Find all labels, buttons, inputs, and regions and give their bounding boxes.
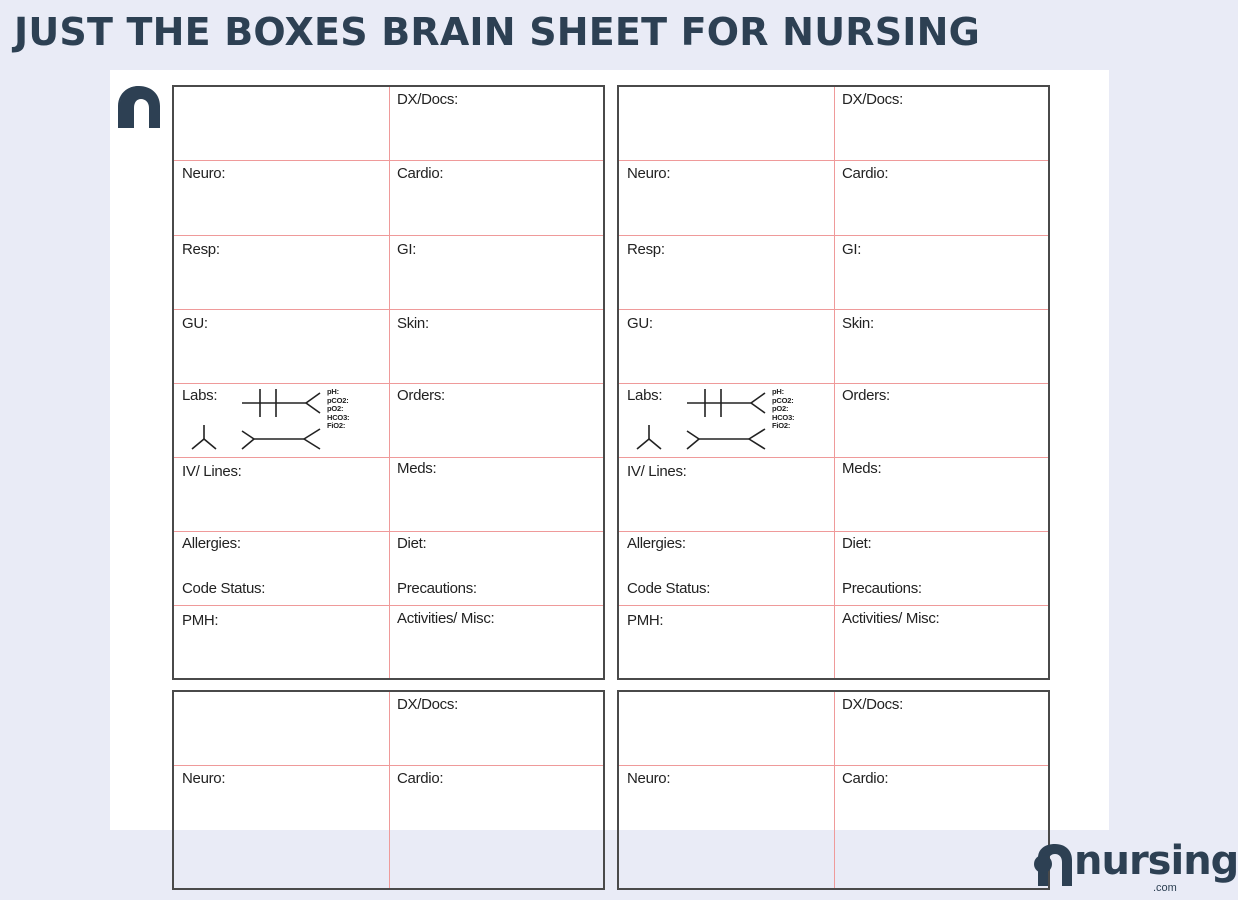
row-divider xyxy=(619,383,1048,384)
allergies-label: Allergies: xyxy=(182,535,241,552)
resp-label: Resp: xyxy=(182,241,220,258)
resp-label: Resp: xyxy=(627,241,665,258)
skin-label: Skin: xyxy=(397,315,429,332)
precautions-label: Precautions: xyxy=(397,580,477,597)
lab-fishbone-diagram xyxy=(631,385,771,455)
skin-label: Skin: xyxy=(842,315,874,332)
meds-label: Meds: xyxy=(842,460,882,477)
cardio-label: Cardio: xyxy=(397,165,444,182)
cardio-label: Cardio: xyxy=(842,165,889,182)
activities-misc-label: Activities/ Misc: xyxy=(842,610,940,627)
neuro-label: Neuro: xyxy=(627,165,671,182)
brand-wordmark: nursing xyxy=(1074,838,1238,884)
iv-lines-label: IV/ Lines: xyxy=(627,463,687,480)
patient-sheet-3 xyxy=(172,690,605,890)
neuro-label: Neuro: xyxy=(182,770,226,787)
precautions-label: Precautions: xyxy=(842,580,922,597)
nursing-n-logo-icon xyxy=(116,84,162,130)
row-divider xyxy=(174,383,603,384)
dx-docs-label: DX/Docs: xyxy=(842,696,903,713)
gi-label: GI: xyxy=(397,241,417,258)
row-divider xyxy=(174,605,603,606)
row-divider xyxy=(174,160,603,161)
diet-label: Diet: xyxy=(397,535,427,552)
pmh-label: PMH: xyxy=(627,612,664,629)
row-divider xyxy=(174,235,603,236)
row-divider xyxy=(619,309,1048,310)
gu-label: GU: xyxy=(627,315,653,332)
code-status-label: Code Status: xyxy=(182,580,266,597)
cardio-label: Cardio: xyxy=(842,770,889,787)
dx-docs-label: DX/Docs: xyxy=(397,696,458,713)
neuro-label: Neuro: xyxy=(627,770,671,787)
labs-label: Labs: xyxy=(182,387,218,404)
diet-label: Diet: xyxy=(842,535,872,552)
row-divider xyxy=(174,531,603,532)
pmh-label: PMH: xyxy=(182,612,219,629)
patient-sheet-2 xyxy=(617,85,1050,680)
gi-label: GI: xyxy=(842,241,862,258)
code-status-label: Code Status: xyxy=(627,580,711,597)
patient-sheet-4 xyxy=(617,690,1050,890)
gu-label: GU: xyxy=(182,315,208,332)
row-divider xyxy=(619,531,1048,532)
meds-label: Meds: xyxy=(397,460,437,477)
abg-labels: pH: pCO2: pO2: HCO3: FiO2: xyxy=(327,387,350,430)
nursing-brand-n-icon xyxy=(1036,842,1074,886)
orders-label: Orders: xyxy=(842,387,890,404)
lab-fishbone-diagram xyxy=(186,385,326,455)
column-divider xyxy=(389,692,390,888)
page-title: JUST THE BOXES BRAIN SHEET FOR NURSING xyxy=(14,10,981,54)
column-divider xyxy=(834,692,835,888)
dx-docs-label: DX/Docs: xyxy=(397,91,458,108)
row-divider xyxy=(619,160,1048,161)
row-divider xyxy=(174,309,603,310)
row-divider xyxy=(619,457,1048,458)
neuro-label: Neuro: xyxy=(182,165,226,182)
iv-lines-label: IV/ Lines: xyxy=(182,463,242,480)
row-divider xyxy=(174,765,603,766)
abg-labels: pH: pCO2: pO2: HCO3: FiO2: xyxy=(772,387,795,430)
orders-label: Orders: xyxy=(397,387,445,404)
allergies-label: Allergies: xyxy=(627,535,686,552)
labs-label: Labs: xyxy=(627,387,663,404)
patient-sheet-1 xyxy=(172,85,605,680)
brand-wordmark-suffix: .com xyxy=(1153,882,1177,894)
brain-sheet-document xyxy=(110,70,1109,830)
row-divider xyxy=(174,457,603,458)
row-divider xyxy=(619,605,1048,606)
row-divider xyxy=(619,765,1048,766)
cardio-label: Cardio: xyxy=(397,770,444,787)
dx-docs-label: DX/Docs: xyxy=(842,91,903,108)
activities-misc-label: Activities/ Misc: xyxy=(397,610,495,627)
row-divider xyxy=(619,235,1048,236)
